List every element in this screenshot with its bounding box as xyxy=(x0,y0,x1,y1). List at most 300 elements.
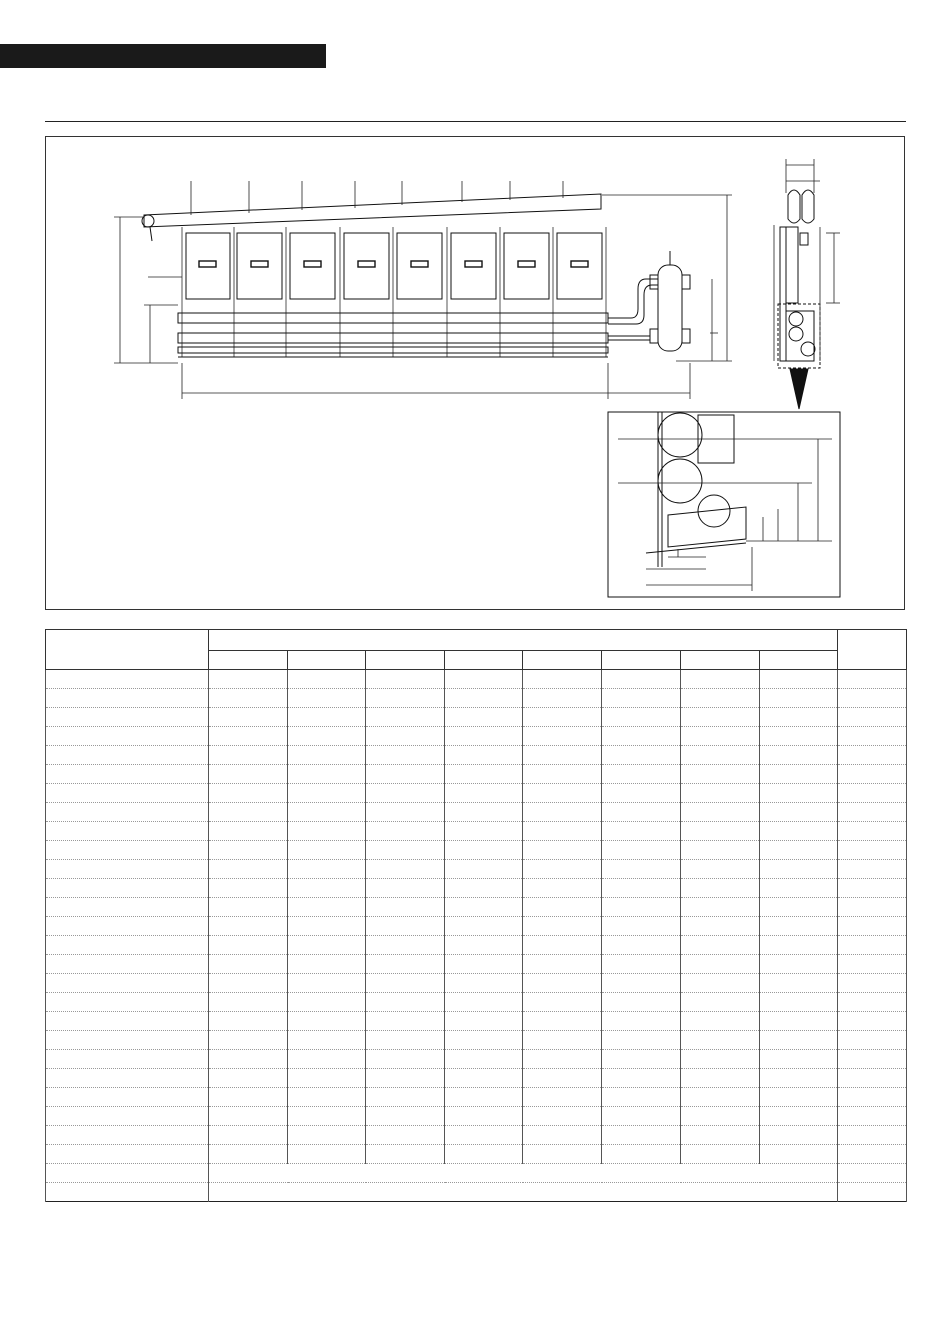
value-cell xyxy=(288,765,366,784)
value-cell xyxy=(445,898,523,917)
section-header-bar xyxy=(0,44,326,68)
value-cell xyxy=(288,708,366,727)
unit-cell xyxy=(838,1012,907,1031)
row-label-cell xyxy=(46,860,209,879)
value-cell xyxy=(209,1069,288,1088)
unit-cell xyxy=(838,1031,907,1050)
value-cell xyxy=(602,1145,681,1164)
value-cell xyxy=(681,841,760,860)
value-cell xyxy=(209,936,288,955)
flue-manifold xyxy=(144,194,601,227)
value-cell xyxy=(366,689,445,708)
value-cell xyxy=(523,841,602,860)
table-row xyxy=(46,898,907,917)
value-cell xyxy=(288,784,366,803)
value-cell xyxy=(760,936,838,955)
value-cell xyxy=(445,993,523,1012)
row-label-cell xyxy=(46,1183,209,1202)
unit-cell xyxy=(838,936,907,955)
model-column-header xyxy=(523,651,602,670)
value-cell xyxy=(445,746,523,765)
row-label-cell xyxy=(46,1107,209,1126)
value-cell xyxy=(523,1012,602,1031)
value-cell xyxy=(760,1069,838,1088)
value-cell xyxy=(760,974,838,993)
row-label-cell xyxy=(46,670,209,689)
value-cell xyxy=(602,1088,681,1107)
model-column-header xyxy=(445,651,523,670)
table-row xyxy=(46,974,907,993)
value-cell xyxy=(366,974,445,993)
table-row xyxy=(46,917,907,936)
value-cell xyxy=(523,974,602,993)
value-cell xyxy=(445,784,523,803)
value-cell xyxy=(209,841,288,860)
unit-cell xyxy=(838,1088,907,1107)
value-cell xyxy=(445,822,523,841)
unit-cell xyxy=(838,1069,907,1088)
value-cell xyxy=(523,822,602,841)
value-cell xyxy=(760,765,838,784)
value-cell xyxy=(602,727,681,746)
row-label-cell xyxy=(46,1126,209,1145)
value-cell xyxy=(288,1050,366,1069)
row-label-cell xyxy=(46,1031,209,1050)
model-column-header xyxy=(681,651,760,670)
row-label-cell xyxy=(46,803,209,822)
value-cell xyxy=(760,1126,838,1145)
table-row xyxy=(46,993,907,1012)
table-row xyxy=(46,1107,907,1126)
value-cell xyxy=(681,993,760,1012)
value-cell xyxy=(209,1107,288,1126)
value-cell xyxy=(366,955,445,974)
value-cell xyxy=(366,841,445,860)
boiler-unit-5 xyxy=(397,233,442,299)
value-cell xyxy=(209,727,288,746)
model-column-header xyxy=(760,651,838,670)
boiler-row xyxy=(186,233,602,299)
value-cell xyxy=(366,1126,445,1145)
value-cell xyxy=(445,1126,523,1145)
row-label-cell xyxy=(46,708,209,727)
value-cell xyxy=(366,993,445,1012)
value-cell xyxy=(209,1126,288,1145)
model-column-header xyxy=(288,651,366,670)
value-cell xyxy=(602,1069,681,1088)
value-cell xyxy=(445,765,523,784)
value-cell xyxy=(445,1107,523,1126)
value-cell xyxy=(445,1088,523,1107)
row-label-cell xyxy=(46,689,209,708)
table-row xyxy=(46,860,907,879)
table-row xyxy=(46,1126,907,1145)
value-cell xyxy=(366,670,445,689)
value-cell xyxy=(288,1107,366,1126)
unit-cell xyxy=(838,1050,907,1069)
value-cell xyxy=(523,1050,602,1069)
value-cell xyxy=(366,1069,445,1088)
value-cell xyxy=(209,746,288,765)
table-row xyxy=(46,1069,907,1088)
row-label-cell xyxy=(46,727,209,746)
value-cell xyxy=(445,936,523,955)
value-cell xyxy=(760,860,838,879)
value-cell xyxy=(681,670,760,689)
value-cell xyxy=(602,917,681,936)
value-cell xyxy=(681,1145,760,1164)
cascade-boiler-drawing xyxy=(46,137,904,609)
value-cell xyxy=(209,860,288,879)
row-label-cell xyxy=(46,1088,209,1107)
row-label-cell xyxy=(46,1164,209,1183)
boiler-unit-3 xyxy=(290,233,335,299)
value-cell xyxy=(445,727,523,746)
value-cell xyxy=(288,1088,366,1107)
value-cell xyxy=(288,1145,366,1164)
value-cell xyxy=(445,1050,523,1069)
row-label-cell xyxy=(46,917,209,936)
value-cell xyxy=(366,1145,445,1164)
unit-cell xyxy=(838,746,907,765)
unit-cell xyxy=(838,822,907,841)
value-cell xyxy=(209,708,288,727)
value-cell xyxy=(445,670,523,689)
side-view xyxy=(778,190,820,368)
value-cell xyxy=(602,765,681,784)
value-cell xyxy=(209,822,288,841)
value-cell xyxy=(366,1050,445,1069)
flue-drain xyxy=(150,227,152,241)
row-label-cell xyxy=(46,822,209,841)
value-cell xyxy=(445,974,523,993)
table-row xyxy=(46,879,907,898)
value-cell xyxy=(602,955,681,974)
unit-cell xyxy=(838,879,907,898)
value-cell xyxy=(288,746,366,765)
value-cell xyxy=(209,1088,288,1107)
model-column-header xyxy=(209,651,288,670)
value-cell xyxy=(681,1069,760,1088)
value-cell xyxy=(602,974,681,993)
unit-cell xyxy=(838,727,907,746)
value-cell xyxy=(366,1088,445,1107)
value-cell xyxy=(523,936,602,955)
value-cell xyxy=(681,1031,760,1050)
value-cell xyxy=(366,784,445,803)
value-cell xyxy=(760,670,838,689)
value-cell xyxy=(209,765,288,784)
value-cell xyxy=(523,708,602,727)
value-cell xyxy=(760,1050,838,1069)
value-cell xyxy=(288,1069,366,1088)
row-label-cell xyxy=(46,746,209,765)
value-cell xyxy=(681,822,760,841)
value-cell xyxy=(288,689,366,708)
row-label-cell xyxy=(46,1145,209,1164)
spanned-value-cell xyxy=(209,1164,838,1183)
specification-table xyxy=(45,629,907,1202)
table-row xyxy=(46,1012,907,1031)
value-cell xyxy=(523,898,602,917)
value-cell xyxy=(366,727,445,746)
row-label-cell xyxy=(46,1050,209,1069)
value-cell xyxy=(209,898,288,917)
value-cell xyxy=(681,1050,760,1069)
value-cell xyxy=(366,822,445,841)
spanned-value-cell xyxy=(209,1183,838,1202)
value-cell xyxy=(288,727,366,746)
value-cell xyxy=(366,1031,445,1050)
value-cell xyxy=(681,689,760,708)
value-cell xyxy=(602,1050,681,1069)
row-label-cell xyxy=(46,841,209,860)
table-row xyxy=(46,670,907,689)
unit-cell xyxy=(838,765,907,784)
value-cell xyxy=(288,1031,366,1050)
value-cell xyxy=(209,1031,288,1050)
value-cell xyxy=(681,917,760,936)
table-header-label xyxy=(46,630,209,670)
value-cell xyxy=(445,955,523,974)
value-cell xyxy=(602,784,681,803)
value-cell xyxy=(681,727,760,746)
value-cell xyxy=(445,917,523,936)
value-cell xyxy=(602,689,681,708)
value-cell xyxy=(445,1031,523,1050)
value-cell xyxy=(209,974,288,993)
value-cell xyxy=(760,879,838,898)
value-cell xyxy=(523,746,602,765)
dimension-drawing-frame xyxy=(45,136,905,610)
row-label-cell xyxy=(46,955,209,974)
value-cell xyxy=(366,1107,445,1126)
value-cell xyxy=(602,1126,681,1145)
unit-cell xyxy=(838,841,907,860)
value-cell xyxy=(445,1069,523,1088)
value-cell xyxy=(445,689,523,708)
value-cell xyxy=(602,898,681,917)
value-cell xyxy=(288,670,366,689)
table-row xyxy=(46,803,907,822)
value-cell xyxy=(209,1012,288,1031)
value-cell xyxy=(288,822,366,841)
table-row xyxy=(46,1031,907,1050)
unit-cell xyxy=(838,1126,907,1145)
value-cell xyxy=(523,860,602,879)
value-cell xyxy=(760,727,838,746)
unit-cell xyxy=(838,689,907,708)
value-cell xyxy=(288,860,366,879)
value-cell xyxy=(209,879,288,898)
value-cell xyxy=(445,860,523,879)
value-cell xyxy=(760,1031,838,1050)
unit-cell xyxy=(838,784,907,803)
model-column-header xyxy=(366,651,445,670)
unit-cell xyxy=(838,993,907,1012)
row-label-cell xyxy=(46,879,209,898)
value-cell xyxy=(288,898,366,917)
value-cell xyxy=(209,784,288,803)
table-row xyxy=(46,1050,907,1069)
table-row xyxy=(46,746,907,765)
value-cell xyxy=(288,955,366,974)
value-cell xyxy=(681,860,760,879)
value-cell xyxy=(209,1050,288,1069)
value-cell xyxy=(209,955,288,974)
value-cell xyxy=(760,917,838,936)
value-cell xyxy=(366,803,445,822)
boiler-unit-7 xyxy=(504,233,549,299)
unit-cell xyxy=(838,1183,907,1202)
table-row xyxy=(46,1164,907,1183)
value-cell xyxy=(681,936,760,955)
unit-cell xyxy=(838,803,907,822)
value-cell xyxy=(760,746,838,765)
value-cell xyxy=(602,670,681,689)
value-cell xyxy=(760,1012,838,1031)
value-cell xyxy=(760,1088,838,1107)
value-cell xyxy=(760,784,838,803)
value-cell xyxy=(681,765,760,784)
boiler-unit-2 xyxy=(237,233,282,299)
table-row xyxy=(46,1145,907,1164)
value-cell xyxy=(681,879,760,898)
value-cell xyxy=(366,898,445,917)
value-cell xyxy=(602,746,681,765)
value-cell xyxy=(602,803,681,822)
row-label-cell xyxy=(46,974,209,993)
boiler-unit-6 xyxy=(451,233,496,299)
unit-cell xyxy=(838,1107,907,1126)
table-row xyxy=(46,708,907,727)
value-cell xyxy=(602,879,681,898)
unit-cell xyxy=(838,974,907,993)
value-cell xyxy=(445,1145,523,1164)
table-row xyxy=(46,689,907,708)
value-cell xyxy=(681,746,760,765)
value-cell xyxy=(366,860,445,879)
value-cell xyxy=(523,803,602,822)
value-cell xyxy=(288,974,366,993)
table-row xyxy=(46,841,907,860)
unit-cell xyxy=(838,860,907,879)
unit-cell xyxy=(838,917,907,936)
value-cell xyxy=(366,746,445,765)
value-cell xyxy=(760,841,838,860)
value-cell xyxy=(288,879,366,898)
value-cell xyxy=(602,708,681,727)
table-row xyxy=(46,1183,907,1202)
value-cell xyxy=(523,917,602,936)
row-label-cell xyxy=(46,993,209,1012)
value-cell xyxy=(209,670,288,689)
value-cell xyxy=(523,879,602,898)
value-cell xyxy=(602,1107,681,1126)
value-cell xyxy=(366,765,445,784)
value-cell xyxy=(681,1107,760,1126)
value-cell xyxy=(681,708,760,727)
value-cell xyxy=(681,955,760,974)
value-cell xyxy=(445,803,523,822)
value-cell xyxy=(523,689,602,708)
value-cell xyxy=(602,1012,681,1031)
value-cell xyxy=(760,898,838,917)
value-cell xyxy=(523,1126,602,1145)
value-cell xyxy=(366,917,445,936)
detail-view xyxy=(608,412,840,597)
value-cell xyxy=(209,689,288,708)
unit-cell xyxy=(838,1145,907,1164)
table-row xyxy=(46,1088,907,1107)
value-cell xyxy=(602,993,681,1012)
value-cell xyxy=(760,803,838,822)
value-cell xyxy=(681,1012,760,1031)
value-cell xyxy=(523,670,602,689)
table-body xyxy=(46,670,907,1202)
table-row xyxy=(46,727,907,746)
value-cell xyxy=(760,955,838,974)
row-label-cell xyxy=(46,1069,209,1088)
value-cell xyxy=(602,936,681,955)
value-cell xyxy=(445,708,523,727)
value-cell xyxy=(602,841,681,860)
value-cell xyxy=(523,727,602,746)
detail-arrow xyxy=(790,369,808,409)
value-cell xyxy=(760,689,838,708)
value-cell xyxy=(760,993,838,1012)
value-cell xyxy=(602,1031,681,1050)
boiler-unit-1 xyxy=(186,233,230,299)
value-cell xyxy=(523,1107,602,1126)
value-cell xyxy=(760,1107,838,1126)
unit-cell xyxy=(838,955,907,974)
value-cell xyxy=(760,822,838,841)
value-cell xyxy=(288,1126,366,1145)
table-group-header xyxy=(209,630,838,651)
value-cell xyxy=(523,993,602,1012)
table-row xyxy=(46,784,907,803)
value-cell xyxy=(681,974,760,993)
value-cell xyxy=(209,993,288,1012)
table-row xyxy=(46,822,907,841)
value-cell xyxy=(523,1031,602,1050)
value-cell xyxy=(523,765,602,784)
row-label-cell xyxy=(46,936,209,955)
value-cell xyxy=(523,1069,602,1088)
value-cell xyxy=(288,917,366,936)
boiler-unit-8 xyxy=(557,233,602,299)
row-label-cell xyxy=(46,1012,209,1031)
value-cell xyxy=(523,1088,602,1107)
row-label-cell xyxy=(46,765,209,784)
value-cell xyxy=(523,1145,602,1164)
table-row xyxy=(46,765,907,784)
low-loss-header xyxy=(608,251,690,351)
value-cell xyxy=(366,1012,445,1031)
row-label-cell xyxy=(46,784,209,803)
value-cell xyxy=(366,708,445,727)
value-cell xyxy=(209,1145,288,1164)
value-cell xyxy=(445,1012,523,1031)
value-cell xyxy=(288,936,366,955)
value-cell xyxy=(681,803,760,822)
value-cell xyxy=(366,879,445,898)
value-cell xyxy=(523,784,602,803)
value-cell xyxy=(523,955,602,974)
value-cell xyxy=(288,803,366,822)
table-row xyxy=(46,936,907,955)
